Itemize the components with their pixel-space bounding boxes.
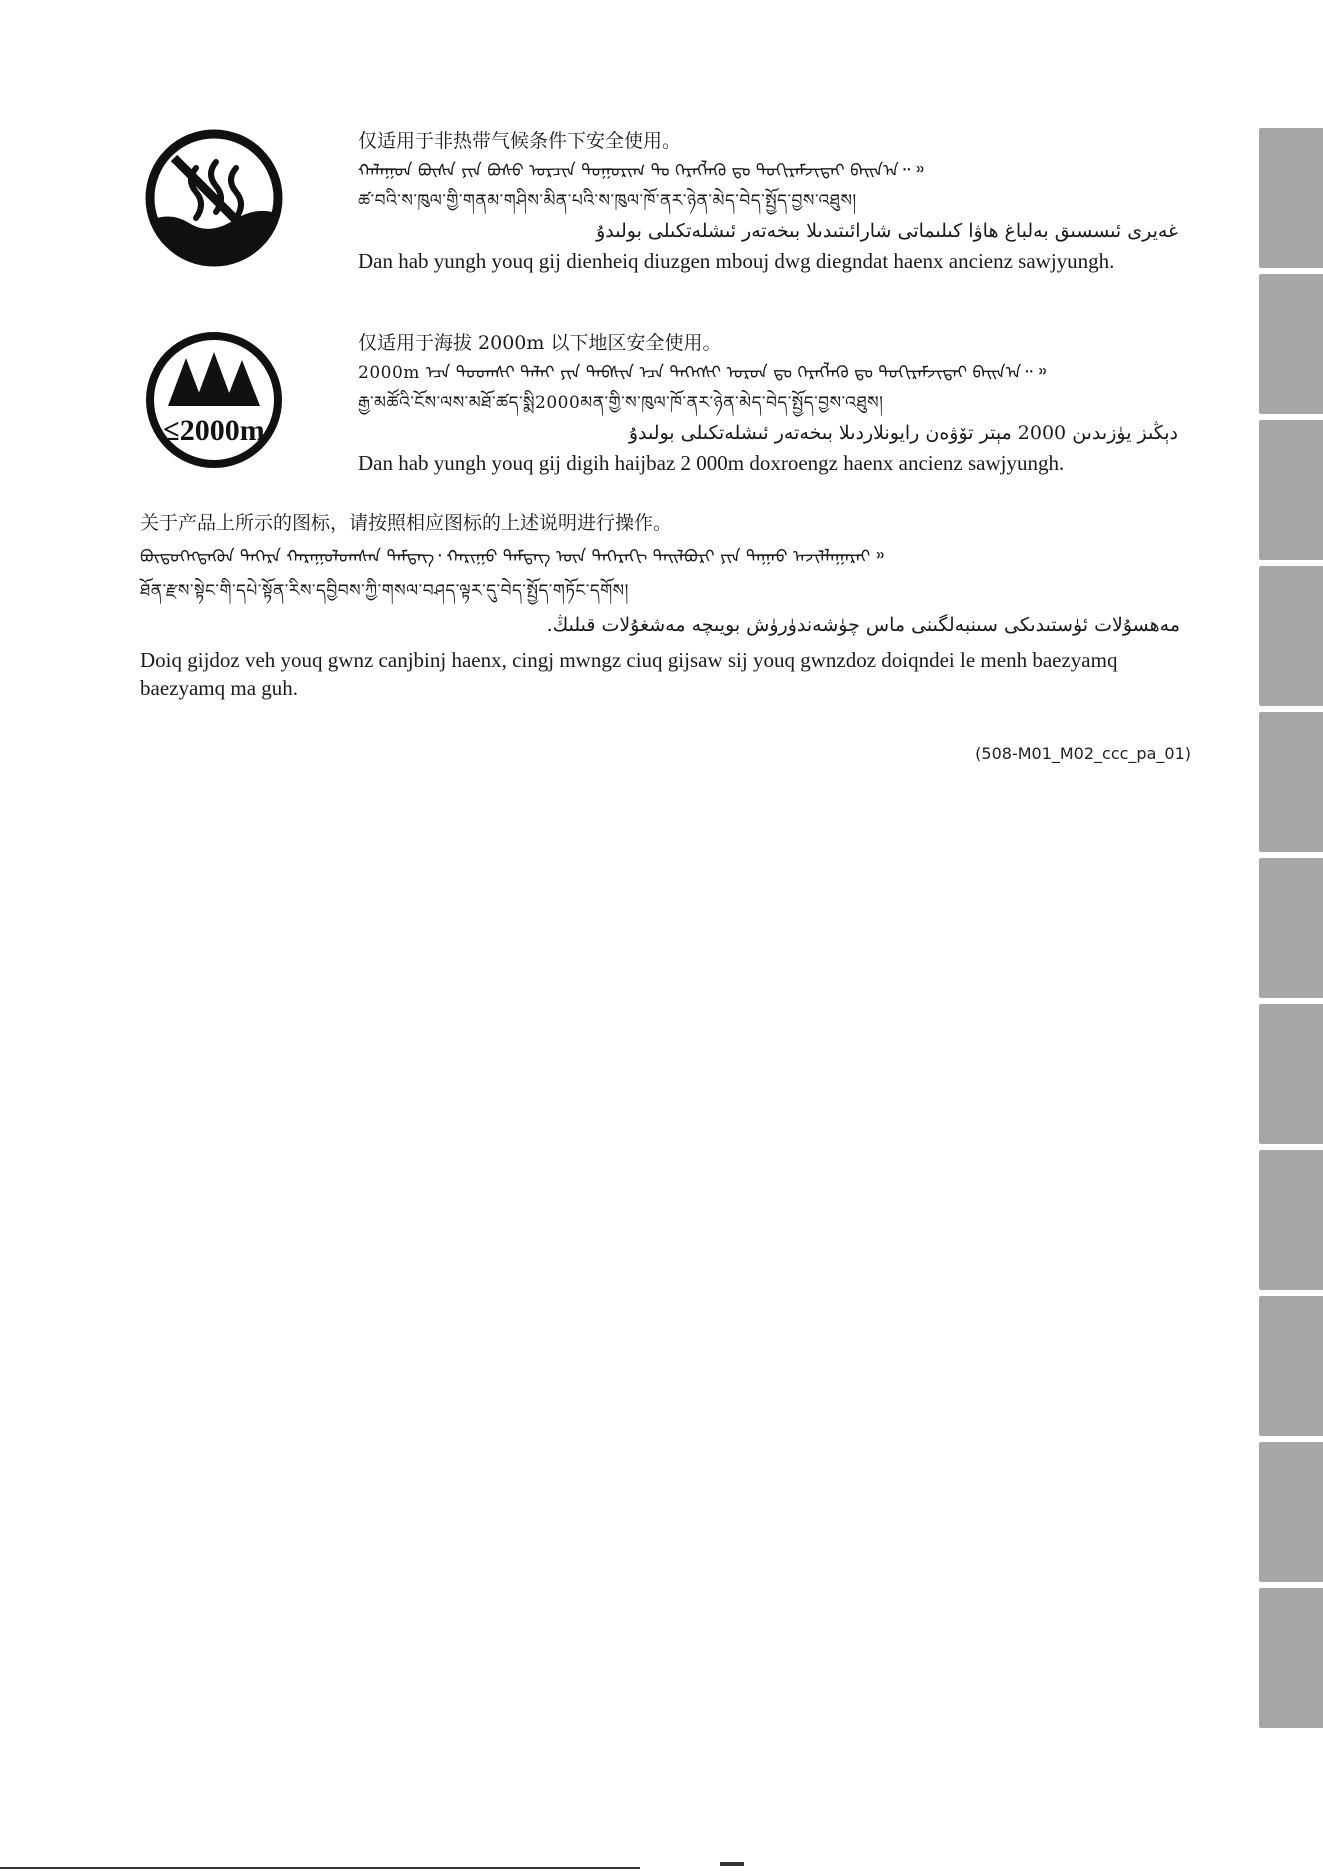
altitude-notice-zh: 仅适用于海拔 2000m 以下地区安全使用。 [358, 332, 722, 354]
document-id: (508-M01_M02_ccc_pa_01) [975, 744, 1191, 763]
icon-instruction-bo: ཐོན་རྫས་སྟེང་གི་དཔེ་སྟོན་རིས་དབྱིབས་ཀྱི་གསལ་བཤད་ལྟར་དུ་བེད་སྤྱོད་གཏོང་དགོས། [140, 581, 629, 601]
index-tab[interactable] [1259, 420, 1323, 560]
altitude-2000m-icon [144, 330, 284, 470]
index-tab[interactable] [1259, 566, 1323, 706]
altitude-notice-mn: 2000m ᠡᠴᠡ ᠳᠣᠣᠭᠰᠢ ᠳᠠᠯᠠᠢ ᠶᠢᠨ ᠲᠡᠪᠰᠢᠨ ᠡᠴᠡ ᠳᠡᠭᠡᠭᠰᠢ ᠣᠷᠣᠨ ᠳᠤ ᠬᠡᠷᠡᠭᠯᠡᠬᠦ ᠳᠤ ᠲᠣᠬᠢᠷᠠᠮᠵᠢᠲᠠᠢ ᠪᠠᠢᠨ᠎ᠠ᠃ ᠉ [358, 363, 1048, 383]
footer-rule [0, 1867, 640, 1869]
index-tab[interactable] [1259, 1442, 1323, 1582]
index-tab[interactable] [1259, 1296, 1323, 1436]
icon-instruction-mn: ᠪᠦᠲᠦᠭᠡᠭᠳᠡᠬᠦᠨ ᠳᠡᠭᠡᠷᠡ ᠬᠠᠷᠠᠭᠤᠯᠤᠭᠰᠠᠨ ᠲᠡᠮᠳᠡᠭ᠂ ᠬᠠᠷᠢᠭᠤ ᠲᠡᠮᠳᠡᠭ ᠦᠨ ᠳᠡᠭᠡᠷᠡᠬᠢ ᠲᠠᠢᠯᠪᠤᠷᠢ ᠶᠢᠨ ᠳᠠᠭᠠᠤ ᠠᠵᠢᠯᠯᠠᠭᠠᠷᠠᠢ ᠉ [140, 547, 885, 567]
index-tab[interactable] [1259, 1588, 1323, 1728]
climate-notice-mn: ᠬᠠᠯᠠᠭᠤᠨ ᠪᠦᠰᠡ ᠶᠢᠨ ᠪᠤᠰᠤ ᠤᠷᠴᠢᠨ ᠲᠣᠭᠣᠷᠢᠭ ᠲᠤ ᠬᠡᠷᠡᠭᠯᠡᠬᠦ ᠳᠤ ᠲᠣᠬᠢᠷᠠᠮᠵᠢᠲᠠᠢ ᠪᠠᠢᠨ᠎ᠠ᠃ ᠉ [358, 161, 925, 181]
climate-notice-za: Dan hab yungh youq gij dienheiq diuzgen mbouj dwg diegndat haenx ancienz sawjyungh. [358, 249, 1115, 273]
altitude-notice-za: Dan hab yungh youq gij digih haijbaz 2 000m doxroengz haenx ancienz sawjyungh. [358, 451, 1065, 475]
climate-notice-bo: ཚ་བའི་ས་ཁུལ་གྱི་གནམ་གཤིས་མིན་པའི་ས་ཁུལ་ཁོ་ནར་ཉེན་མེད་བེད་སྤྱོད་བྱས་འཐུས། [358, 191, 857, 211]
index-tab[interactable] [1259, 274, 1323, 414]
altitude-icon-label: ≤2000m [163, 414, 265, 447]
index-tabs [1259, 128, 1323, 1734]
index-tab[interactable] [1259, 712, 1323, 852]
climate-notice-ug: غەيرى ئىسسىق بەلباغ ھاۋا كىلىماتى شارائىتىدىلا بىخەتەر ئىشلەتكىلى بولىدۇ [596, 220, 1178, 242]
index-tab[interactable] [1259, 1150, 1323, 1290]
icon-instruction-ug: مەھسۇلات ئۈستىدىكى سىنبەلگىنى ماس چۈشەندۈرۈش بويىچە مەشغۇلات قىلىڭ. [546, 614, 1180, 636]
non-tropical-climate-icon [144, 128, 284, 268]
index-tab[interactable] [1259, 858, 1323, 998]
altitude-notice [358, 328, 1178, 478]
icon-instruction-zh: 关于产品上所示的图标，请按照相应图标的上述说明进行操作。 [140, 512, 673, 534]
climate-notice-zh: 仅适用于非热带气候条件下安全使用。 [358, 130, 682, 152]
index-tab[interactable] [1259, 128, 1323, 268]
index-tab[interactable] [1259, 1004, 1323, 1144]
page-number-mark [720, 1862, 744, 1866]
icon-instruction-za: Doiq gijdoz veh youq gwnz canjbinj haenx, cingj mwngz ciuq gijsaw sij youq gwnzdoz doiqndei le menh baezyamq baezyamq ma guh. [140, 648, 1118, 700]
climate-notice [358, 126, 1178, 276]
altitude-notice-bo: རྒྱ་མཚོའི་ངོས་ལས་མཐོ་ཚད་སྨི2000མན་གྱི་ས་ཁུལ་ཁོ་ནར་ཉེན་མེད་བེད་སྤྱོད་བྱས་འཐུས། [358, 393, 884, 413]
altitude-notice-ug: دېڭىز يۈزىدىن 2000 مېتر تۆۋەن رايونلاردىلا بىخەتەر ئىشلەتكىلى بولىدۇ [628, 422, 1178, 444]
icon-instruction [140, 508, 1180, 702]
